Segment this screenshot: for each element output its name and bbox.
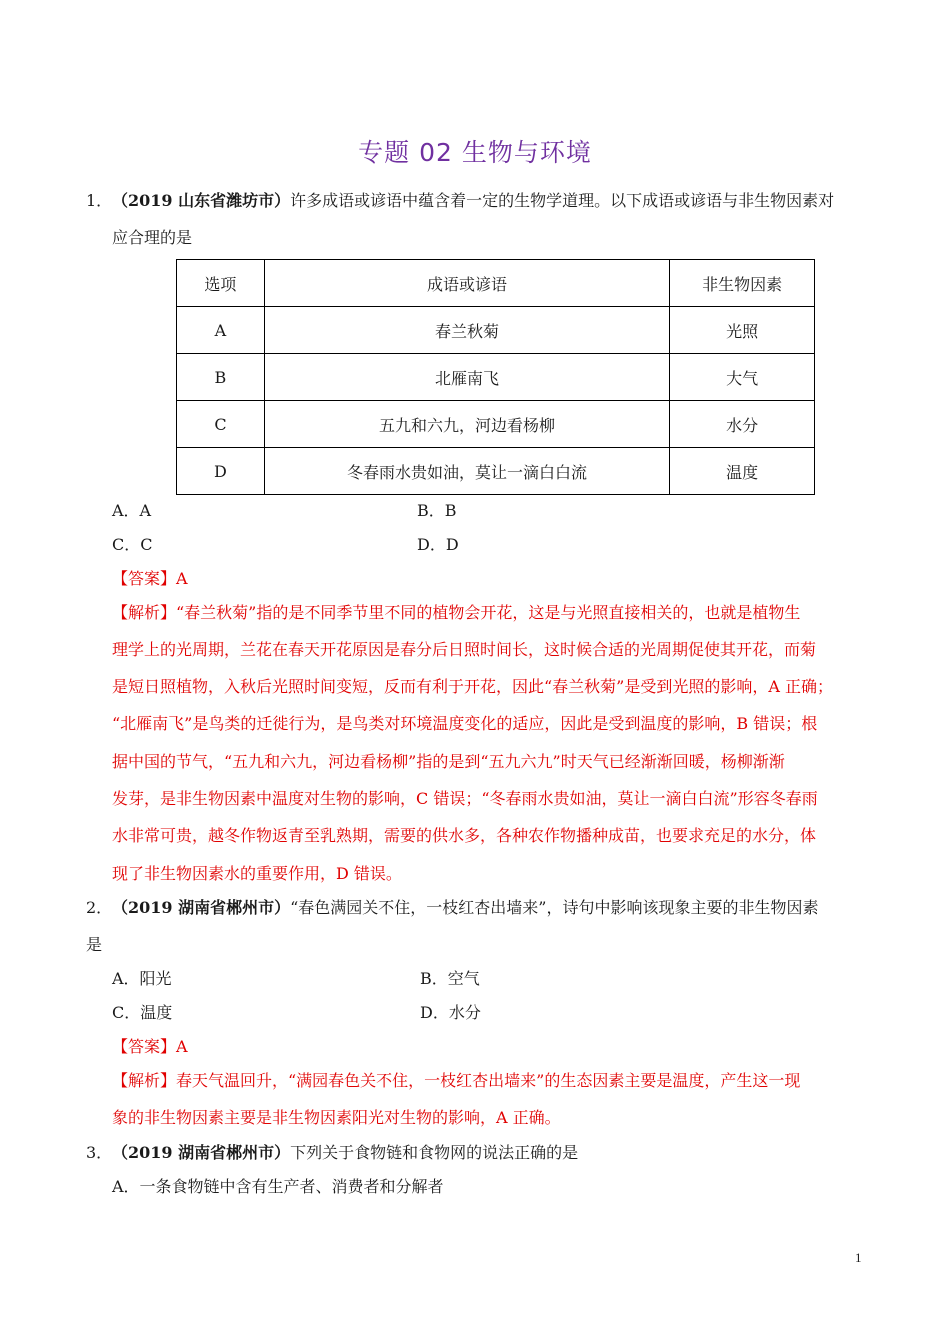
table-cell: 大气: [670, 354, 815, 401]
q2-stem-line2: 是: [86, 935, 103, 954]
q1-source: （2019 山东省潍坊市）: [112, 191, 291, 210]
q1-answer: 【答案】A: [112, 569, 188, 588]
q2-number: 2．: [86, 898, 113, 917]
table-cell: 春兰秋菊: [264, 307, 669, 354]
q3-source: （2019 湖南省郴州市）: [112, 1143, 291, 1162]
q3-stem-text: 下列关于食物链和食物网的说法正确的是: [290, 1143, 579, 1162]
table-header-row: [177, 260, 815, 307]
q1-analysis-line: 理学上的光周期，兰花在春天开花原因是春分后日照时间长，这时候合适的光周期促使其开花，而菊: [112, 640, 817, 659]
q1-option-c: C．C: [112, 535, 153, 554]
q1-analysis-line: 是短日照植物，入秋后光照时间变短，反而有利于开花，因此“春兰秋菊”是受到光照的影响，A 正确；: [112, 677, 834, 696]
table-header-cell: 非生物因素: [670, 260, 815, 307]
q1-number: 1．: [86, 191, 113, 210]
q1-stem-line2: 应合理的是: [112, 228, 193, 247]
q3-stem-line1: [112, 1143, 578, 1163]
q1-stem-text: 许多成语或谚语中蕴含着一定的生物学道理。以下成语或谚语与非生物因素对: [290, 191, 835, 210]
table-cell: 光照: [670, 307, 815, 354]
table-cell: 冬春雨水贵如油，莫让一滴白白流: [264, 448, 669, 495]
table-cell: 北雁南飞: [264, 354, 669, 401]
q2-analysis-line: 象的非生物因素主要是非生物因素阳光对生物的影响，A 正确。: [112, 1108, 561, 1127]
q2-analysis-line: 【解析】春天气温回升，“满园春色关不住，一枝红杏出墙来”的生态因素主要是温度，产生这一现: [112, 1071, 801, 1090]
q1-option-a: A．A: [112, 501, 152, 520]
q2-source: （2019 湖南省郴州市）: [112, 898, 291, 917]
q1-option-d: D．D: [417, 535, 459, 554]
page-title: 专题 02 生物与环境: [358, 138, 592, 167]
table-cell: 五九和六九，河边看杨柳: [264, 401, 669, 448]
q2-stem-line1: [112, 898, 818, 918]
q3-number: 3．: [86, 1143, 113, 1162]
q2-option-b: B．空气: [420, 969, 480, 988]
table-header-cell: 选项: [177, 260, 265, 307]
table-row: [177, 448, 815, 495]
q1-analysis-line: 据中国的节气，“五九和六九，河边看杨柳”指的是到“五九六九”时天气已经渐渐回暖，杨柳渐渐: [112, 752, 785, 771]
table-row: [177, 401, 815, 448]
q1-analysis-line: 【解析】“春兰秋菊”指的是不同季节里不同的植物会开花，这是与光照直接相关的，也就是植物生: [112, 603, 801, 622]
q1-option-b: B．B: [417, 501, 457, 520]
q2-stem-text: “春色满园关不住，一枝红杏出墙来”，诗句中影响该现象主要的非生物因素: [290, 898, 819, 917]
q1-analysis-line: 水非常可贵，越冬作物返青至乳熟期，需要的供水多，各种农作物播种成苗，也要求充足的水分，体: [112, 826, 817, 845]
q2-option-a: A．阳光: [112, 969, 172, 988]
q1-stem-line1: [112, 191, 834, 211]
page-number: 1: [855, 1250, 862, 1265]
table-cell: 温度: [670, 448, 815, 495]
q1-analysis-line: 发芽，是非生物因素中温度对生物的影响，C 错误；“冬春雨水贵如油，莫让一滴白白流”形容冬春雨: [112, 789, 818, 808]
table-row: [177, 354, 815, 401]
table-cell: A: [177, 307, 265, 354]
q3-option-a: A．一条食物链中含有生产者、消费者和分解者: [112, 1177, 444, 1196]
q1-analysis-line: 现了非生物因素水的重要作用，D 错误。: [112, 864, 402, 883]
table-header-cell: 成语或谚语: [264, 260, 669, 307]
table-cell: C: [177, 401, 265, 448]
q2-option-c: C．温度: [112, 1003, 173, 1022]
table-row: [177, 307, 815, 354]
table-cell: B: [177, 354, 265, 401]
q1-table: [176, 259, 815, 495]
table-cell: D: [177, 448, 265, 495]
q2-option-d: D．水分: [420, 1003, 481, 1022]
q1-analysis-line: “北雁南飞”是鸟类的迁徙行为，是鸟类对环境温度变化的适应，因此是受到温度的影响，B 错误；根: [112, 714, 818, 733]
table-cell: 水分: [670, 401, 815, 448]
q2-answer: 【答案】A: [112, 1037, 188, 1056]
